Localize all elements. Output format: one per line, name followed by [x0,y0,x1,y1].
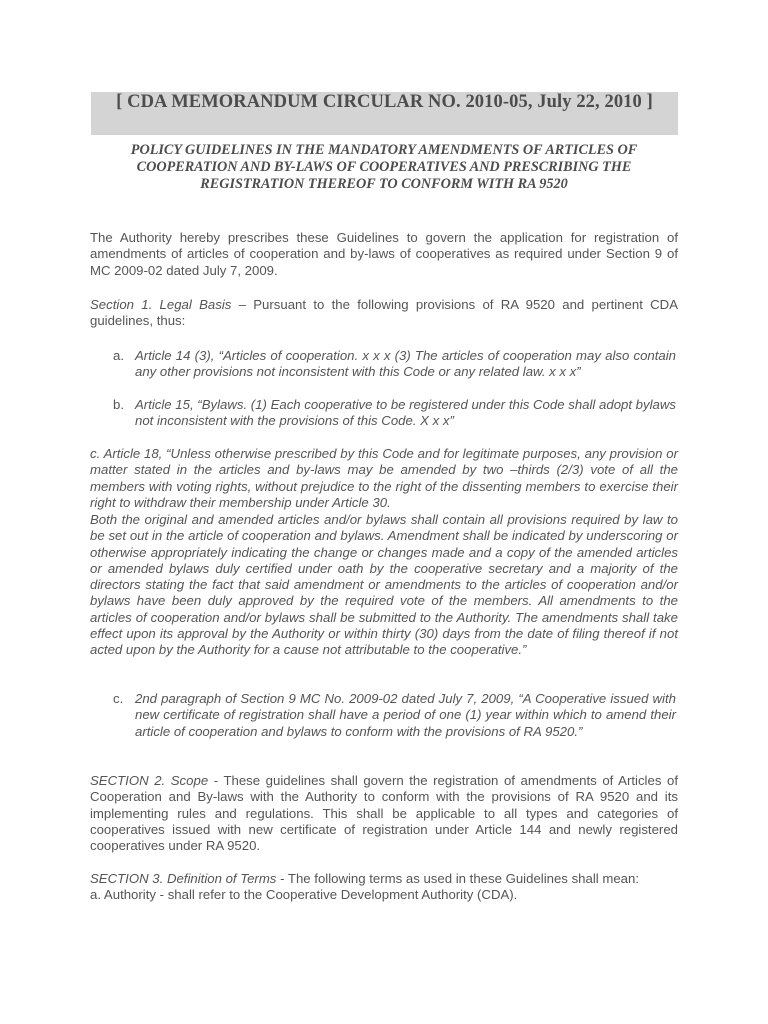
section-1-heading: Section 1. Legal Basis [90,297,232,312]
section-2-text: - These guidelines shall govern the registration of amendments of Articles of Cooperation and By-laws with the Authority to conform with the provisions of RA 9520 and its implementing rules and regulations. This shall be applicable to all types and categories of cooperatives issued with new certificate of registration under Article 144 and newly registered cooperatives under RA 9520. [90,773,678,854]
circular-title-banner [91,92,678,135]
section-3-paragraph [90,871,678,887]
section-3-heading: SECTION 3. Definition of Terms [90,871,277,886]
amendment-requirements-paragraph: Both the original and amended articles and/or bylaws shall contain all provisions required by law to be set out in the article of cooperation and bylaws. Amendment shall be indicated by underscoring or otherwise appropriately indicating the change or changes made and a copy of the amended articles or amended bylaws duly certified under oath by the cooperative secretary and a majority of the directors stating the fact that said amendment or amendments to the articles of cooperation and/or bylaws have been duly approved by the required vote of the members. All amendments to the articles of cooperation and/or bylaws shall be submitted to the Authority. The amendments shall take effect upon its approval by the Authority or within thirty (30) days from the date of filing thereof if not acted upon by the Authority for a cause not attributable to the cooperative.” [90,512,678,658]
section-2-heading: SECTION 2. Scope [90,773,209,788]
definition-authority: a. Authority - shall refer to the Cooperative Development Authority (CDA). [90,887,518,902]
article-18-paragraph: c. Article 18, “Unless otherwise prescribed by this Code and for legitimate purposes, any provision or matter stated in the articles and by-laws may be amended by two –thirds (2/3) vote of all the members with voting rights, without prejudice to the right of the dissenting members to exercise their right to withdraw their membership under Article 30. [90,446,678,510]
intro-paragraph: The Authority hereby prescribes these Guidelines to govern the application for registration of amendments of articles of cooperation and by-laws of cooperatives as required under Section 9 of MC 2009-02 dated July 7, 2009. [90,230,678,278]
item-c-marker: c. [113,691,124,706]
section-1-text: – Pursuant to the following provisions of RA 9520 and pertinent CDA guidelines, thus: [90,297,678,329]
section-1-paragraph [90,297,678,330]
item-b-text: Article 15, “Bylaws. (1) Each cooperative to be registered under this Code shall adopt bylaws not inconsistent with the provisions of this Code. X x x” [135,397,676,429]
item-a-marker: a. [113,348,124,363]
policy-subtitle: POLICY GUIDELINES IN THE MANDATORY AMENDMENTS OF ARTICLES OF COOPERATION AND BY-LAWS OF COOPERATIVES AND PRESCRIBING THE REGISTRATION THEREOF TO CONFORM WITH RA 9520 [130,142,638,192]
section-3-text: - The following terms as used in these Guidelines shall mean: [276,871,640,886]
item-a-text: Article 14 (3), “Articles of cooperation. x x x (3) The articles of cooperation may also contain any other provisions not inconsistent with this Code or any related law. x x x” [135,348,676,380]
section-2-paragraph [90,773,678,854]
circular-title: [ CDA MEMORANDUM CIRCULAR NO. 2010-05, July 22, 2010 ] [116,92,653,112]
item-b-marker: b. [113,397,124,412]
item-c-text: 2nd paragraph of Section 9 MC No. 2009-02 dated July 7, 2009, “A Cooperative issued with new certificate of registration shall have a period of one (1) year within which to amend their article of cooperation and bylaws to conform with the provisions of RA 9520.” [135,691,676,739]
